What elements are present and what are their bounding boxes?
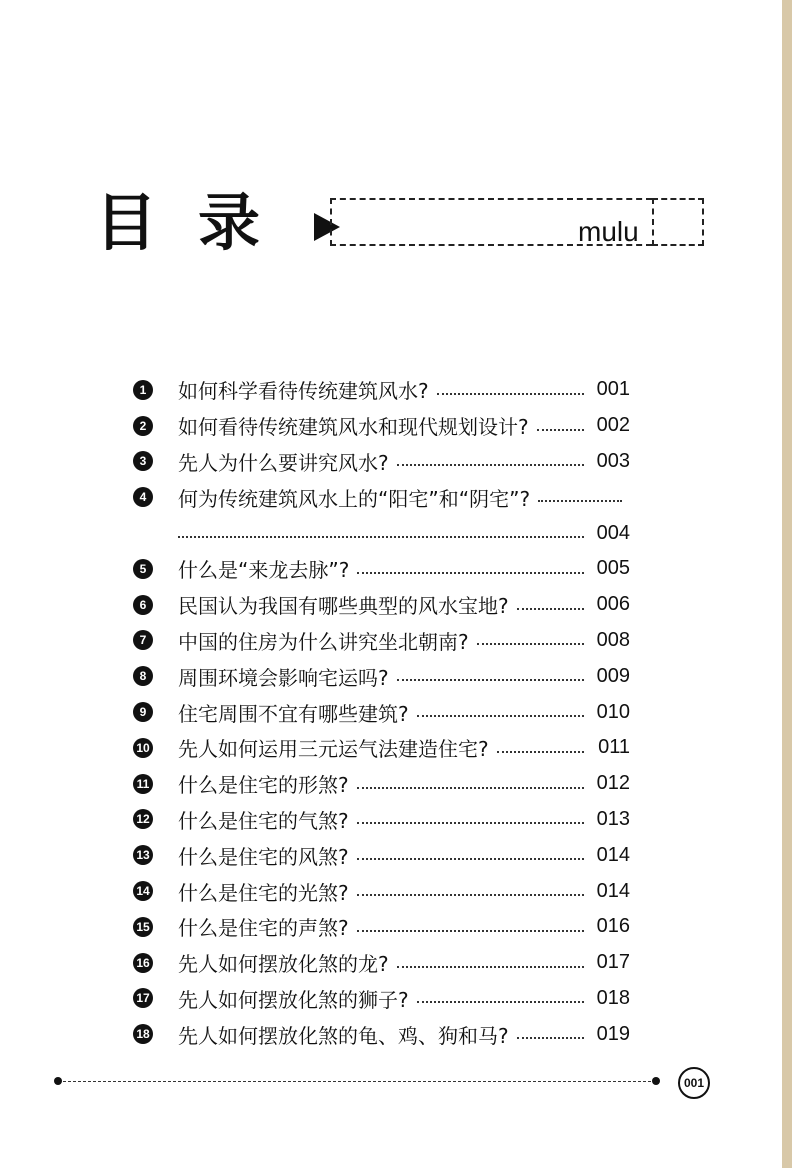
leader-dots	[538, 500, 622, 502]
leader-dots	[417, 715, 584, 717]
toc-entry[interactable]	[130, 623, 630, 659]
toc-entry[interactable]	[130, 372, 630, 408]
leader-dots	[397, 679, 584, 681]
toc-entry[interactable]	[130, 945, 630, 981]
toc-entry[interactable]	[130, 587, 630, 623]
toc-entry-page: 008	[596, 628, 630, 651]
footer-rule	[58, 1081, 656, 1082]
toc-entry[interactable]	[130, 909, 630, 945]
toc-entry-page: 013	[596, 807, 630, 830]
toc-entry[interactable]	[130, 766, 630, 802]
leader-dots	[357, 894, 584, 896]
leader-dots	[397, 966, 584, 968]
number-bullet-icon: 3	[133, 451, 153, 471]
number-bullet-icon: 8	[133, 666, 153, 686]
leader-dots	[477, 643, 584, 645]
toc-entry-page: 017	[596, 951, 630, 974]
leader-dots	[497, 751, 584, 753]
page-number: 001	[678, 1067, 710, 1099]
toc-entry-text: 中国的住房为什么讲究坐北朝南?	[178, 629, 469, 654]
toc-entry-page: 001	[596, 378, 630, 401]
number-bullet-icon: 1	[133, 380, 153, 400]
toc-entry[interactable]	[130, 658, 630, 694]
subtitle-frame-end	[652, 198, 704, 246]
leader-dots	[537, 429, 584, 431]
toc-entry-page: 018	[596, 986, 630, 1009]
toc-entry[interactable]	[130, 1016, 630, 1052]
leader-dots	[178, 536, 584, 538]
rule-end-dot-right	[652, 1077, 660, 1085]
toc-entry-page: 006	[596, 593, 630, 616]
toc-entry-text: 先人如何摆放化煞的龟、鸡、狗和马?	[178, 1023, 509, 1048]
leader-dots	[417, 1001, 584, 1003]
number-bullet-icon: 15	[133, 917, 153, 937]
number-bullet-icon: 18	[133, 1024, 153, 1044]
toc-entry-text: 什么是住宅的光煞?	[178, 880, 349, 905]
number-bullet-icon: 5	[133, 559, 153, 579]
number-bullet-icon: 2	[133, 416, 153, 436]
toc-entry[interactable]	[130, 837, 630, 873]
toc-entry-page: 005	[596, 557, 630, 580]
toc-entry[interactable]	[130, 802, 630, 838]
toc-entry[interactable]	[130, 408, 630, 444]
toc-entry-text: 何为传统建筑风水上的“阳宅”和“阴宅”?	[178, 486, 531, 511]
page-edge	[782, 0, 792, 1168]
leader-dots	[517, 608, 584, 610]
toc-entry-page: 014	[596, 843, 630, 866]
toc-title-char-1: 目	[95, 186, 158, 259]
number-bullet-icon: 14	[133, 881, 153, 901]
leader-dots	[397, 464, 584, 466]
toc-entry-text: 什么是住宅的声煞?	[178, 916, 349, 941]
toc-entry-page: 009	[596, 664, 630, 687]
toc-entry-page: 014	[596, 879, 630, 902]
toc-entry-page: 002	[596, 414, 630, 437]
toc-entry-text: 住宅周围不宜有哪些建筑?	[178, 701, 409, 726]
rule-end-dot-left	[54, 1077, 62, 1085]
number-bullet-icon: 6	[133, 595, 153, 615]
leader-dots	[357, 930, 584, 932]
number-bullet-icon: 9	[133, 702, 153, 722]
leader-dots	[357, 858, 584, 860]
toc-entry-page: 019	[596, 1022, 630, 1045]
toc-entry[interactable]	[130, 694, 630, 730]
leader-dots	[357, 822, 584, 824]
toc-entry-page: 010	[596, 700, 630, 723]
toc-entry[interactable]	[130, 981, 630, 1017]
toc-entry-page: 016	[596, 915, 630, 938]
leader-dots	[517, 1037, 584, 1039]
number-bullet-icon: 16	[133, 953, 153, 973]
number-bullet-icon: 4	[133, 487, 153, 507]
leader-dots	[437, 393, 584, 395]
toc-entry-text: 什么是住宅的风煞?	[178, 844, 349, 869]
toc-entry[interactable]	[130, 551, 630, 587]
toc-entry[interactable]	[130, 873, 630, 909]
toc-entry-text: 先人如何运用三元运气法建造住宅?	[178, 737, 489, 762]
number-bullet-icon: 12	[133, 809, 153, 829]
toc-title-char-2: 录	[198, 186, 261, 259]
toc-entry[interactable]	[130, 730, 630, 766]
leader-dots	[357, 572, 584, 574]
toc-entry-text: 先人如何摆放化煞的狮子?	[178, 987, 409, 1012]
toc-entry-text: 民国认为我国有哪些典型的风水宝地?	[178, 594, 509, 619]
toc-entry-text: 如何科学看待传统建筑风水?	[178, 379, 429, 404]
number-bullet-icon: 11	[133, 774, 153, 794]
toc-entry-text: 什么是住宅的气煞?	[178, 808, 349, 833]
number-bullet-icon: 17	[133, 988, 153, 1008]
toc-entry-text: 什么是住宅的形煞?	[178, 773, 349, 798]
toc-entry[interactable]	[130, 479, 630, 515]
number-bullet-icon: 7	[133, 630, 153, 650]
number-bullet-icon: 10	[133, 738, 153, 758]
toc-entry-page: 012	[596, 772, 630, 795]
number-bullet-icon: 13	[133, 845, 153, 865]
toc-entry-text: 先人为什么要讲究风水?	[178, 450, 389, 475]
toc-list	[130, 372, 630, 1052]
toc-entry-continuation[interactable]	[130, 515, 630, 551]
toc-entry[interactable]	[130, 444, 630, 480]
toc-entry-text: 如何看待传统建筑风水和现代规划设计?	[178, 415, 529, 440]
leader-dots	[357, 787, 584, 789]
toc-entry-text: 周围环境会影响宅运吗?	[178, 665, 389, 690]
toc-entry-page: 004	[596, 521, 630, 544]
subtitle-pinyin: mulu	[578, 216, 639, 247]
toc-entry-text: 什么是“来龙去脉”?	[178, 558, 350, 583]
toc-entry-text: 先人如何摆放化煞的龙?	[178, 952, 389, 977]
toc-entry-page: 011	[598, 736, 630, 759]
toc-entry-page: 003	[596, 449, 630, 472]
